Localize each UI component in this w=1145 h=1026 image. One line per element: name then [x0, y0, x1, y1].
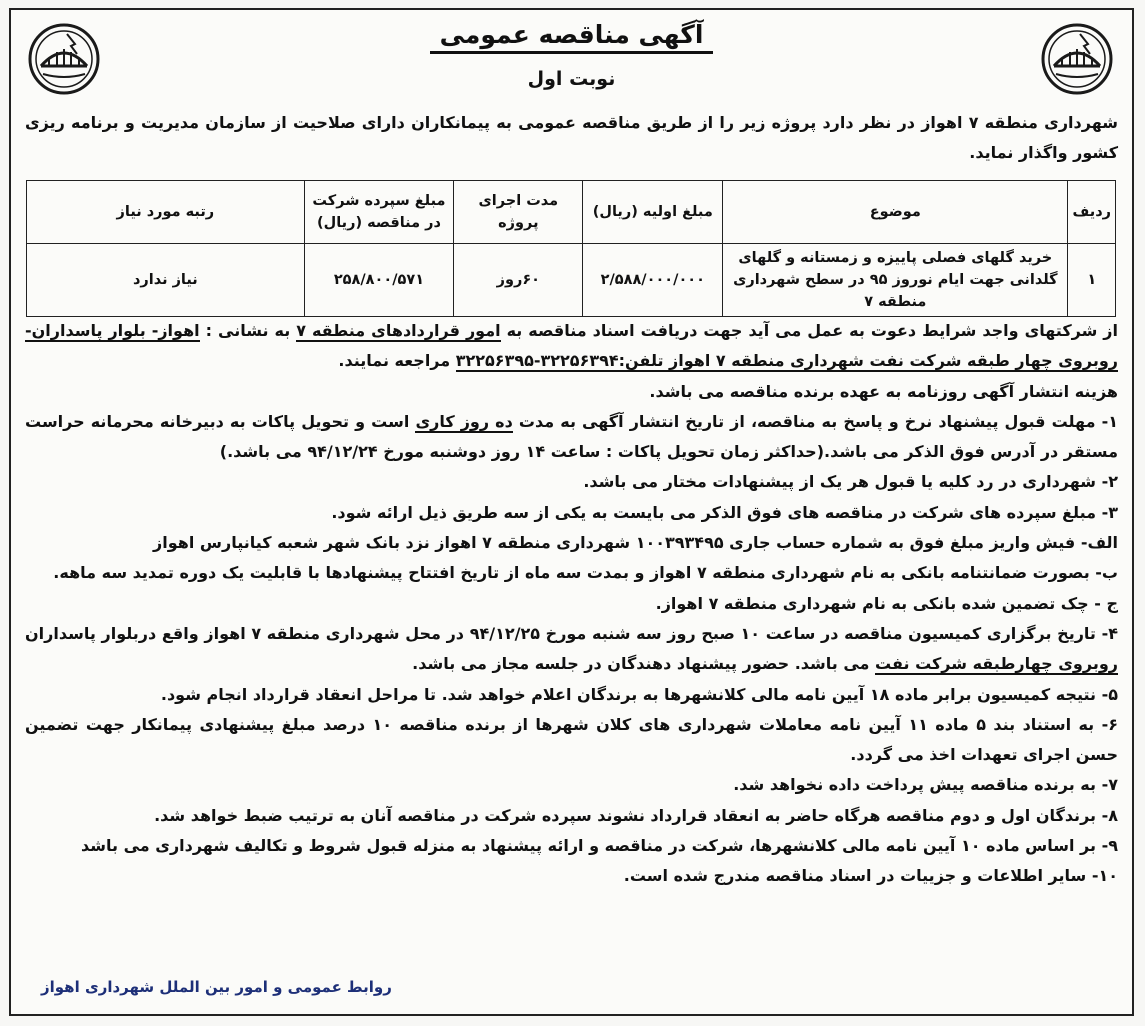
column-header: ردیف: [1068, 181, 1116, 244]
notice-intro: شهرداری منطقه ۷ اهواز در نظر دارد پروژه زیر را از طریق مناقصه عمومی به پیمانکاران دارای صلاحیت از سازمان مدیریت و برنامه ریزی کشور واگذار نماید.: [25, 113, 1119, 162]
row-number: ۱: [1068, 244, 1116, 317]
clause-2: ۲- شهرداری در رد کلیه یا قبول هر یک از پیشنهادات مختار می باشد.: [583, 472, 1118, 492]
clause-7: ۷- به برنده مناقصه پیش پرداخت داده نخواهد شد.: [733, 775, 1118, 795]
clause-3b: ب- بصورت ضمانتنامه بانکی به نام شهرداری منطقه ۷ اهواز و بمدت سه ماه از تاریخ افتتاح پیشنهادها با قابلیت یک دوره تمدید سه ماهه.: [53, 563, 1118, 583]
row-initial-amount: ۲/۵۸۸/۰۰۰/۰۰۰: [583, 244, 723, 317]
cost-paragraph: هزینه انتشار آگهی روزنامه به عهده برنده مناقصه می باشد.: [649, 381, 1118, 401]
row-subject: خرید گلهای فصلی پاییزه و زمستانه و گلهای گلدانی جهت ایام نوروز ۹۵ در سطح شهرداری منطقه ۷: [723, 244, 1068, 317]
column-header: رتبه مورد نیاز: [27, 181, 305, 244]
notice-round: نوبت اول: [527, 68, 616, 90]
column-header: مدت اجرای پروژه: [454, 181, 583, 244]
clause-3c: ج - چک تضمین شده بانکی به نام شهرداری منطقه ۷ اهواز.: [655, 593, 1118, 613]
tender-table: [26, 180, 1116, 317]
issuer-signature: روابط عمومی و امور بین الملل شهرداری اهواز: [41, 978, 392, 996]
notice-title: آگهی مناقصه عمومی: [11, 20, 1132, 49]
row-duration: ۶۰روز: [454, 244, 583, 317]
row-deposit: ۲۵۸/۸۰۰/۵۷۱: [304, 244, 454, 317]
clause-4: ۴- تاریخ برگزاری کمیسیون مناقصه در ساعت ۱۰ صبح روز سه شنبه مورخ ۹۴/۱۲/۲۵ در محل شهرداری منطقه ۷ اهواز واقع دربلوار پاسداران روبروی چهارطبقه شرکت نفت می باشد. حضور پیشنهاد دهندگان در جلسه مجاز می باشد.: [25, 623, 1119, 674]
clause-5: ۵- نتیجه کمیسیون برابر ماده ۱۸ آیین نامه مالی کلانشهرها به برندگان اعلام خواهد شد. تا مراحل انعقاد قرارداد انجام شود.: [160, 684, 1118, 704]
tender-notice: [9, 8, 1134, 1016]
table-header-row: [27, 181, 1116, 244]
notice-body: [25, 316, 1118, 892]
column-header: مبلغ اولیه (ریال): [583, 181, 723, 244]
clause-9: ۹- بر اساس ماده ۱۰ آیین نامه مالی کلانشهرها، شرکت در مناقصه و ارائه پیشنهاد به منزله قبول شروط و تکالیف شهرداری می باشد: [81, 836, 1118, 856]
invitation-paragraph: از شرکتهای واجد شرایط دعوت به عمل می آید جهت دریافت اسناد مناقصه به امور قراردادهای منطقه ۷ به نشانی : اهواز- بلوار پاسداران- روبروی چهار طبقه شرکت نفت شهرداری منطقه ۷ اهواز تلفن:۳۲۲۵۶۳۹۴-۳۲۲۵۶۳۹۵ مراجعه نمایند.: [25, 321, 1118, 371]
clause-1: ۱- مهلت قبول پیشنهاد نرخ و پاسخ به مناقصه، از تاریخ انتشار آگهی به مدت ده روز کاری است و تحویل پاکات به دبیرخانه محرمانه حراست مستقر در آدرس فوق الذکر می باشد.(حداکثر زمان تحویل پاکات : ساعت ۱۴ روز دوشنبه مورخ ۹۴/۱۲/۲۴ می باشد.): [25, 411, 1119, 462]
column-header: مبلغ سپرده شرکت در مناقصه (ریال): [304, 181, 454, 244]
clause-10: ۱۰- سایر اطلاعات و جزییات در اسناد مناقصه مندرج شده است.: [623, 866, 1118, 886]
clause-3: ۳- مبلغ سپرده های شرکت در مناقصه های فوق الذکر می بایست به یکی از سه طریق ذیل ارائه شود.: [331, 502, 1118, 522]
clause-8: ۸- برندگان اول و دوم مناقصه هرگاه حاضر به انعقاد قرارداد نشوند سپرده شرکت در مناقصه آنان به ترتیب ضبط خواهد شد.: [154, 805, 1118, 825]
clause-6: ۶- به استناد بند ۵ ماده ۱۱ آیین نامه معاملات شهرداری های کلان شهرها از برنده مناقصه ۱۰ درصد مبلغ پیشنهادی پیمانکار جهت تضمین حسن اجرای تعهدات اخذ می گردد.: [25, 714, 1118, 765]
column-header: موضوع: [723, 181, 1068, 244]
row-grade: نیاز ندارد: [27, 244, 305, 317]
table-row: [27, 244, 1116, 317]
clause-3a: الف- فیش واریز مبلغ فوق به شماره حساب جاری ۱۰۰۳۹۳۴۹۵ شهرداری منطقه ۷ اهواز نزد بانک شهر شعبه کیانپارس اهواز: [153, 533, 1118, 553]
